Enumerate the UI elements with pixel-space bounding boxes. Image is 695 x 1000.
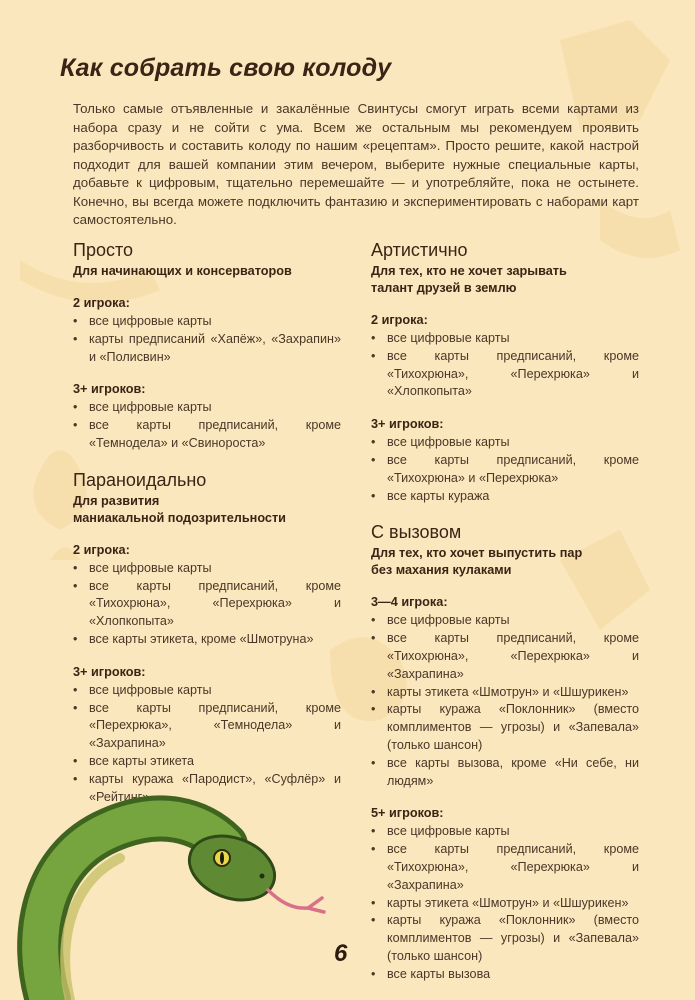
group-label: 3+ игроков:: [371, 417, 444, 432]
section-artist: [371, 239, 639, 505]
list-item: • карты куража «Поклонник» (вместо комплиментов — угрозы) и «Запевала» (только шансон): [371, 912, 639, 965]
list-item: • все цифровые карты: [73, 682, 341, 700]
list-item: • все карты предписаний, кроме «Тихохрюна», «Перехрюка» и «Захрапина»: [371, 841, 639, 894]
player-group: [371, 416, 639, 505]
list-item: • все цифровые карты: [371, 823, 639, 841]
card-list: [371, 330, 639, 401]
list-item: • все карты этикета: [73, 753, 341, 771]
list-item: • все цифровые карты: [73, 560, 341, 578]
list-item: • все карты вызова: [371, 966, 639, 984]
intro-paragraph: Только самые отъявленные и закалённые Свинтусы смогут играть всеми картами из набора сразу и не сойти с ума. Всем же остальным мы рекомендуем проявить разборчивость и составить колоду по нашим «рецептам». Просто решите, какой настрой подходит для вашей компании этим вечером, выберите нужные специальные карты, добавьте к цифровым, тщательно перемешайте — и употребляйте, пока не остынете. Конечно, вы всегда можете подключить фантазию и экспериментировать с наборами карт самостоятельно.: [73, 101, 639, 227]
list-item: • все карты предписаний, кроме «Перехрюка», «Темнодела» и «Захрапина»: [73, 700, 341, 753]
list-item: • карты этикета «Шмотрун» и «Шшурикен»: [371, 684, 639, 702]
list-item: • все цифровые карты: [371, 330, 639, 348]
group-label: 2 игрока:: [73, 296, 130, 310]
list-item: • все карты предписаний, кроме «Тихохрюна», «Перехрюка» и «Захрапина»: [371, 630, 639, 683]
section-subtitle: [73, 493, 341, 527]
card-list: [73, 399, 341, 452]
list-item: • карты этикета «Шмотрун» и «Шшурикен»: [371, 895, 639, 913]
card-list: [371, 612, 639, 790]
list-item: • все цифровые карты: [73, 313, 341, 331]
snake-pupil: [220, 852, 224, 864]
card-list: [73, 560, 341, 649]
subtitle-line-1: Для развития: [73, 493, 160, 508]
group-label: 2 игрока:: [73, 542, 130, 557]
section-heading: Просто: [73, 240, 134, 260]
group-label: 5+ игроков:: [371, 806, 444, 821]
snake-illustration: [0, 790, 330, 1000]
card-list: [73, 313, 341, 366]
list-item: • карты предписаний «Хапёж», «Захрапин» и «Полисвин»: [73, 331, 341, 367]
player-group: [73, 664, 341, 807]
page-number: 6: [334, 940, 348, 967]
group-label: 3—4 игрока:: [371, 595, 448, 610]
section-subtitle: [371, 545, 639, 579]
section-prosto: [73, 239, 341, 453]
section-paranoid: [73, 469, 341, 807]
card-list: [371, 823, 639, 983]
list-item: • все карты предписаний, кроме «Темнодела» и «Свинороста»: [73, 417, 341, 453]
list-item: • все карты предписаний, кроме «Тихохрюна», «Перехрюка» и «Хлопкопыта»: [73, 578, 341, 631]
right-column: [371, 239, 639, 1000]
list-item: • все цифровые карты: [371, 434, 639, 452]
list-item: • все цифровые карты: [73, 399, 341, 417]
card-list: [371, 434, 639, 505]
group-label: 2 игрока:: [371, 313, 428, 327]
group-label: 3+ игроков:: [73, 664, 146, 679]
player-group: [73, 542, 341, 649]
player-group: [73, 381, 341, 452]
list-item: • все карты куража: [371, 488, 639, 506]
section-heading: С вызовом: [371, 522, 462, 543]
player-group: [371, 594, 639, 790]
subtitle-line-2: талант друзей в землю: [371, 281, 517, 295]
list-item: • карты куража «Пародист», «Суфлёр» и «Рейтинг»: [73, 771, 341, 807]
subtitle-line-2: маниакальной подозрительности: [73, 510, 286, 525]
snake-tongue: [268, 890, 324, 912]
card-list: [73, 682, 341, 807]
section-subtitle: [371, 263, 639, 297]
list-item: • карты куража «Поклонник» (вместо комплиментов — угрозы) и «Запевала» (только шансон): [371, 701, 639, 754]
player-group: [371, 312, 639, 401]
list-item: • все цифровые карты: [371, 612, 639, 630]
subtitle-line-2: без махания кулаками: [371, 563, 512, 578]
section-heading: Параноидально: [73, 469, 207, 490]
section-challenge: [371, 521, 639, 983]
page-title: Как собрать свою колоду: [60, 54, 392, 82]
list-item: • все карты предписаний, кроме «Тихохрюна» и «Перехрюка»: [371, 452, 639, 488]
snake-nostril: [260, 874, 265, 879]
section-heading: Артистично: [371, 240, 468, 260]
list-item: • все карты вызова, кроме «Ни себе, ни людям»: [371, 755, 639, 791]
subtitle-line-1: Для тех, кто хочет выпустить пар: [371, 546, 583, 561]
list-item: • все карты предписаний, кроме «Тихохрюна», «Перехрюка» и «Хлопкопыта»: [371, 348, 639, 401]
left-column: [73, 239, 341, 822]
player-group: [73, 295, 341, 366]
section-subtitle: Для начинающих и консерваторов: [73, 264, 292, 278]
list-item: • все карты этикета, кроме «Шмотруна»: [73, 631, 341, 649]
group-label: 3+ игроков:: [73, 382, 146, 397]
subtitle-line-1: Для тех, кто не хочет зарывать: [371, 264, 567, 278]
player-group: [371, 805, 639, 983]
